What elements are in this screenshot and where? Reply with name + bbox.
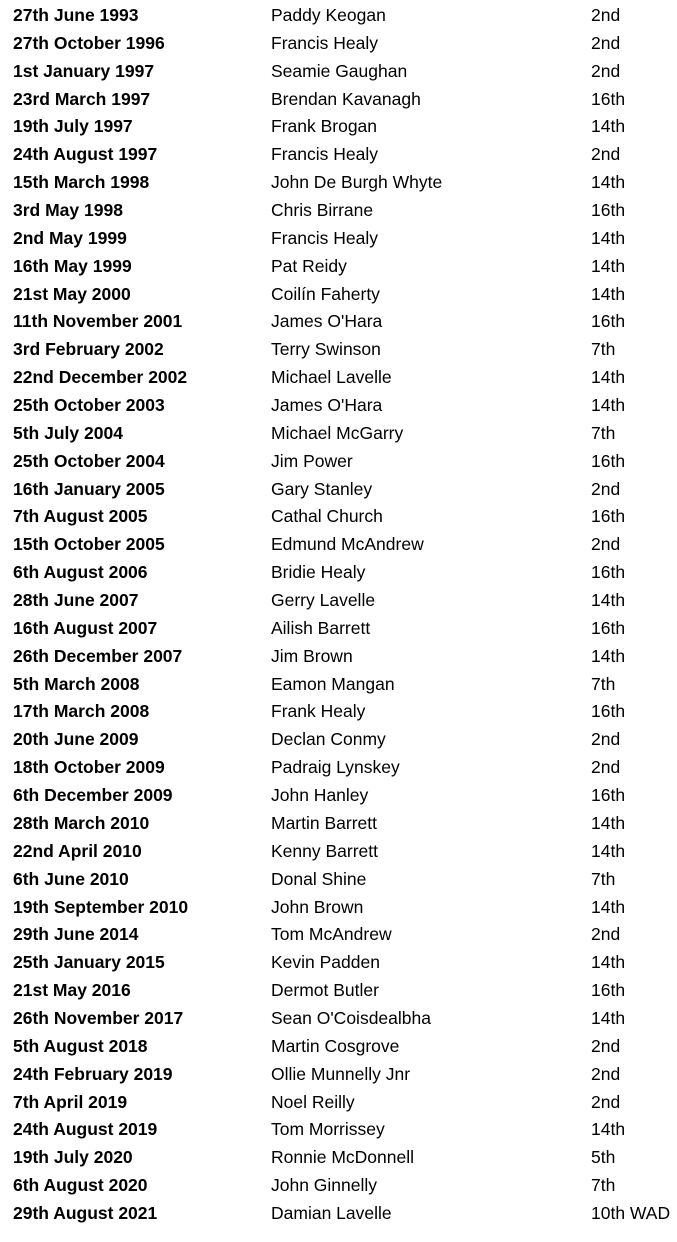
date-cell: 20th June 2009	[13, 729, 139, 750]
table-row	[0, 1200, 677, 1228]
name-cell: Gary Stanley	[271, 478, 373, 499]
place-cell: 16th	[591, 200, 626, 221]
date-cell: 15th March 1998	[13, 172, 150, 193]
table-row	[0, 113, 677, 141]
place-cell: 7th	[591, 339, 616, 360]
place-cell: 14th	[591, 1119, 626, 1140]
place-cell: 14th	[591, 255, 626, 276]
name-cell: Noel Reilly	[271, 1091, 355, 1112]
table-row	[0, 754, 677, 782]
table-row	[0, 253, 677, 281]
table-row	[0, 587, 677, 615]
place-cell: 16th	[591, 311, 626, 332]
table-row	[0, 308, 677, 336]
name-cell: Francis Healy	[271, 144, 378, 165]
name-cell: Frank Healy	[271, 701, 366, 722]
table-row	[0, 921, 677, 949]
table-row	[0, 866, 677, 894]
name-cell: Ailish Barrett	[271, 617, 371, 638]
table-row	[0, 698, 677, 726]
table-row	[0, 1033, 677, 1061]
date-cell: 3rd February 2002	[13, 339, 164, 360]
name-cell: Terry Swinson	[271, 339, 381, 360]
table-row	[0, 1061, 677, 1089]
table-row	[0, 810, 677, 838]
place-cell: 5th	[591, 1147, 616, 1168]
name-cell: Pat Reidy	[271, 255, 347, 276]
name-cell: Bridie Healy	[271, 562, 366, 583]
date-cell: 6th December 2009	[13, 785, 173, 806]
name-cell: Edmund McAndrew	[271, 534, 424, 555]
place-cell: 7th	[591, 868, 616, 889]
date-cell: 24th August 1997	[13, 144, 158, 165]
place-cell: 14th	[591, 645, 626, 666]
name-cell: Jim Power	[271, 450, 353, 471]
place-cell: 2nd	[591, 1063, 621, 1084]
name-cell: Coilín Faherty	[271, 283, 380, 304]
place-cell: 14th	[591, 1007, 626, 1028]
place-cell: 16th	[591, 701, 626, 722]
date-cell: 21st May 2016	[13, 980, 131, 1001]
date-cell: 15th October 2005	[13, 534, 165, 555]
table-row	[0, 281, 677, 309]
name-cell: James O'Hara	[271, 311, 383, 332]
table-row	[0, 559, 677, 587]
place-cell: 2nd	[591, 5, 621, 25]
table-row	[0, 2, 677, 30]
name-cell: Martin Cosgrove	[271, 1035, 400, 1056]
date-cell: 29th June 2014	[13, 924, 139, 945]
place-cell: 14th	[591, 812, 626, 833]
name-cell: Francis Healy	[271, 32, 378, 53]
date-cell: 26th December 2007	[13, 645, 183, 666]
table-row	[0, 364, 677, 392]
place-cell: 16th	[591, 617, 626, 638]
place-cell: 14th	[591, 227, 626, 248]
date-cell: 23rd March 1997	[13, 88, 151, 109]
table-row	[0, 726, 677, 754]
date-cell: 28th March 2010	[13, 812, 150, 833]
name-cell: Padraig Lynskey	[271, 757, 400, 778]
date-cell: 26th November 2017	[13, 1007, 184, 1028]
date-cell: 2nd May 1999	[13, 227, 127, 248]
table-row	[0, 1089, 677, 1117]
place-cell: 14th	[591, 896, 626, 917]
place-cell: 14th	[591, 395, 626, 416]
table-row	[0, 615, 677, 643]
date-cell: 19th July 1997	[13, 116, 133, 137]
date-cell: 1st January 1997	[13, 60, 155, 81]
table-row	[0, 448, 677, 476]
table-row	[0, 531, 677, 559]
name-cell: Declan Conmy	[271, 729, 386, 750]
name-cell: Kevin Padden	[271, 952, 380, 973]
name-cell: Cathal Church	[271, 506, 383, 527]
date-cell: 16th January 2005	[13, 478, 165, 499]
name-cell: Donal Shine	[271, 868, 367, 889]
table-row	[0, 86, 677, 114]
place-cell: 16th	[591, 450, 626, 471]
name-cell: John De Burgh Whyte	[271, 172, 443, 193]
name-cell: James O'Hara	[271, 395, 383, 416]
date-cell: 6th August 2020	[13, 1175, 148, 1196]
name-cell: John Ginnelly	[271, 1175, 378, 1196]
date-cell: 22nd April 2010	[13, 840, 142, 861]
table-row	[0, 1005, 677, 1033]
name-cell: Kenny Barrett	[271, 840, 378, 861]
date-cell: 6th June 2010	[13, 868, 129, 889]
table-row	[0, 1172, 677, 1200]
name-cell: Gerry Lavelle	[271, 590, 376, 611]
place-cell: 2nd	[591, 534, 621, 555]
date-cell: 25th October 2003	[13, 395, 165, 416]
table-row	[0, 141, 677, 169]
place-cell: 14th	[591, 367, 626, 388]
date-cell: 28th June 2007	[13, 590, 139, 611]
name-cell: John Brown	[271, 896, 364, 917]
records-table	[0, 2, 677, 1228]
date-cell: 19th July 2020	[13, 1147, 133, 1168]
name-cell: Martin Barrett	[271, 812, 377, 833]
place-cell: 2nd	[591, 478, 621, 499]
name-cell: Michael McGarry	[271, 422, 404, 443]
name-cell: Jim Brown	[271, 645, 353, 666]
table-row	[0, 503, 677, 531]
date-cell: 17th March 2008	[13, 701, 150, 722]
name-cell: Chris Birrane	[271, 200, 374, 221]
date-cell: 16th August 2007	[13, 617, 158, 638]
date-cell: 5th March 2008	[13, 673, 140, 694]
place-cell: 2nd	[591, 60, 621, 81]
place-cell: 14th	[591, 172, 626, 193]
table-row	[0, 782, 677, 810]
table-row	[0, 197, 677, 225]
name-cell: Eamon Mangan	[271, 673, 395, 694]
place-cell: 7th	[591, 422, 616, 443]
table-row	[0, 977, 677, 1005]
place-cell: 7th	[591, 673, 616, 694]
place-cell: 2nd	[591, 1035, 621, 1056]
table-row	[0, 476, 677, 504]
date-cell: 25th January 2015	[13, 952, 165, 973]
table-row	[0, 420, 677, 448]
date-cell: 5th July 2004	[13, 422, 123, 443]
date-cell: 25th October 2004	[13, 450, 165, 471]
place-cell: 7th	[591, 1175, 616, 1196]
table-row	[0, 671, 677, 699]
table-row	[0, 169, 677, 197]
place-cell: 2nd	[591, 1091, 621, 1112]
date-cell: 3rd May 1998	[13, 200, 123, 221]
place-cell: 14th	[591, 283, 626, 304]
place-cell: 2nd	[591, 32, 621, 53]
date-cell: 6th August 2006	[13, 562, 148, 583]
date-cell: 21st May 2000	[13, 283, 131, 304]
name-cell: Paddy Keogan	[271, 5, 386, 25]
place-cell: 14th	[591, 590, 626, 611]
place-cell: 2nd	[591, 924, 621, 945]
date-cell: 22nd December 2002	[13, 367, 188, 388]
table-row	[0, 30, 677, 58]
table-row	[0, 1144, 677, 1172]
name-cell: Dermot Butler	[271, 980, 379, 1001]
name-cell: Brendan Kavanagh	[271, 88, 421, 109]
table-row	[0, 1116, 677, 1144]
date-cell: 19th September 2010	[13, 896, 189, 917]
name-cell: Tom Morrissey	[271, 1119, 385, 1140]
place-cell: 16th	[591, 980, 626, 1001]
date-cell: 7th August 2005	[13, 506, 148, 527]
table-row	[0, 949, 677, 977]
date-cell: 5th August 2018	[13, 1035, 148, 1056]
place-cell: 14th	[591, 952, 626, 973]
place-cell: 14th	[591, 116, 626, 137]
place-cell: 14th	[591, 840, 626, 861]
name-cell: Francis Healy	[271, 227, 378, 248]
date-cell: 27th June 1993	[13, 5, 139, 25]
place-cell: 2nd	[591, 144, 621, 165]
name-cell: Ronnie McDonnell	[271, 1147, 414, 1168]
place-cell: 10th WAD	[591, 1202, 671, 1223]
table-row	[0, 838, 677, 866]
date-cell: 16th May 1999	[13, 255, 132, 276]
name-cell: Damian Lavelle	[271, 1202, 392, 1223]
date-cell: 24th August 2019	[13, 1119, 158, 1140]
date-cell: 18th October 2009	[13, 757, 165, 778]
name-cell: Ollie Munnelly Jnr	[271, 1063, 411, 1084]
place-cell: 16th	[591, 785, 626, 806]
name-cell: John Hanley	[271, 785, 369, 806]
date-cell: 11th November 2001	[13, 311, 183, 332]
name-cell: Seamie Gaughan	[271, 60, 408, 81]
name-cell: Michael Lavelle	[271, 367, 392, 388]
name-cell: Sean O'Coisdealbha	[271, 1007, 431, 1028]
table-row	[0, 392, 677, 420]
date-cell: 24th February 2019	[13, 1063, 173, 1084]
table-row	[0, 225, 677, 253]
name-cell: Frank Brogan	[271, 116, 378, 137]
date-cell: 27th October 1996	[13, 32, 165, 53]
place-cell: 2nd	[591, 757, 621, 778]
table-row	[0, 643, 677, 671]
date-cell: 7th April 2019	[13, 1091, 128, 1112]
place-cell: 2nd	[591, 729, 621, 750]
table-row	[0, 336, 677, 364]
place-cell: 16th	[591, 506, 626, 527]
place-cell: 16th	[591, 562, 626, 583]
name-cell: Tom McAndrew	[271, 924, 392, 945]
date-cell: 29th August 2021	[13, 1202, 158, 1223]
table-row	[0, 58, 677, 86]
table-row	[0, 894, 677, 922]
place-cell: 16th	[591, 88, 626, 109]
